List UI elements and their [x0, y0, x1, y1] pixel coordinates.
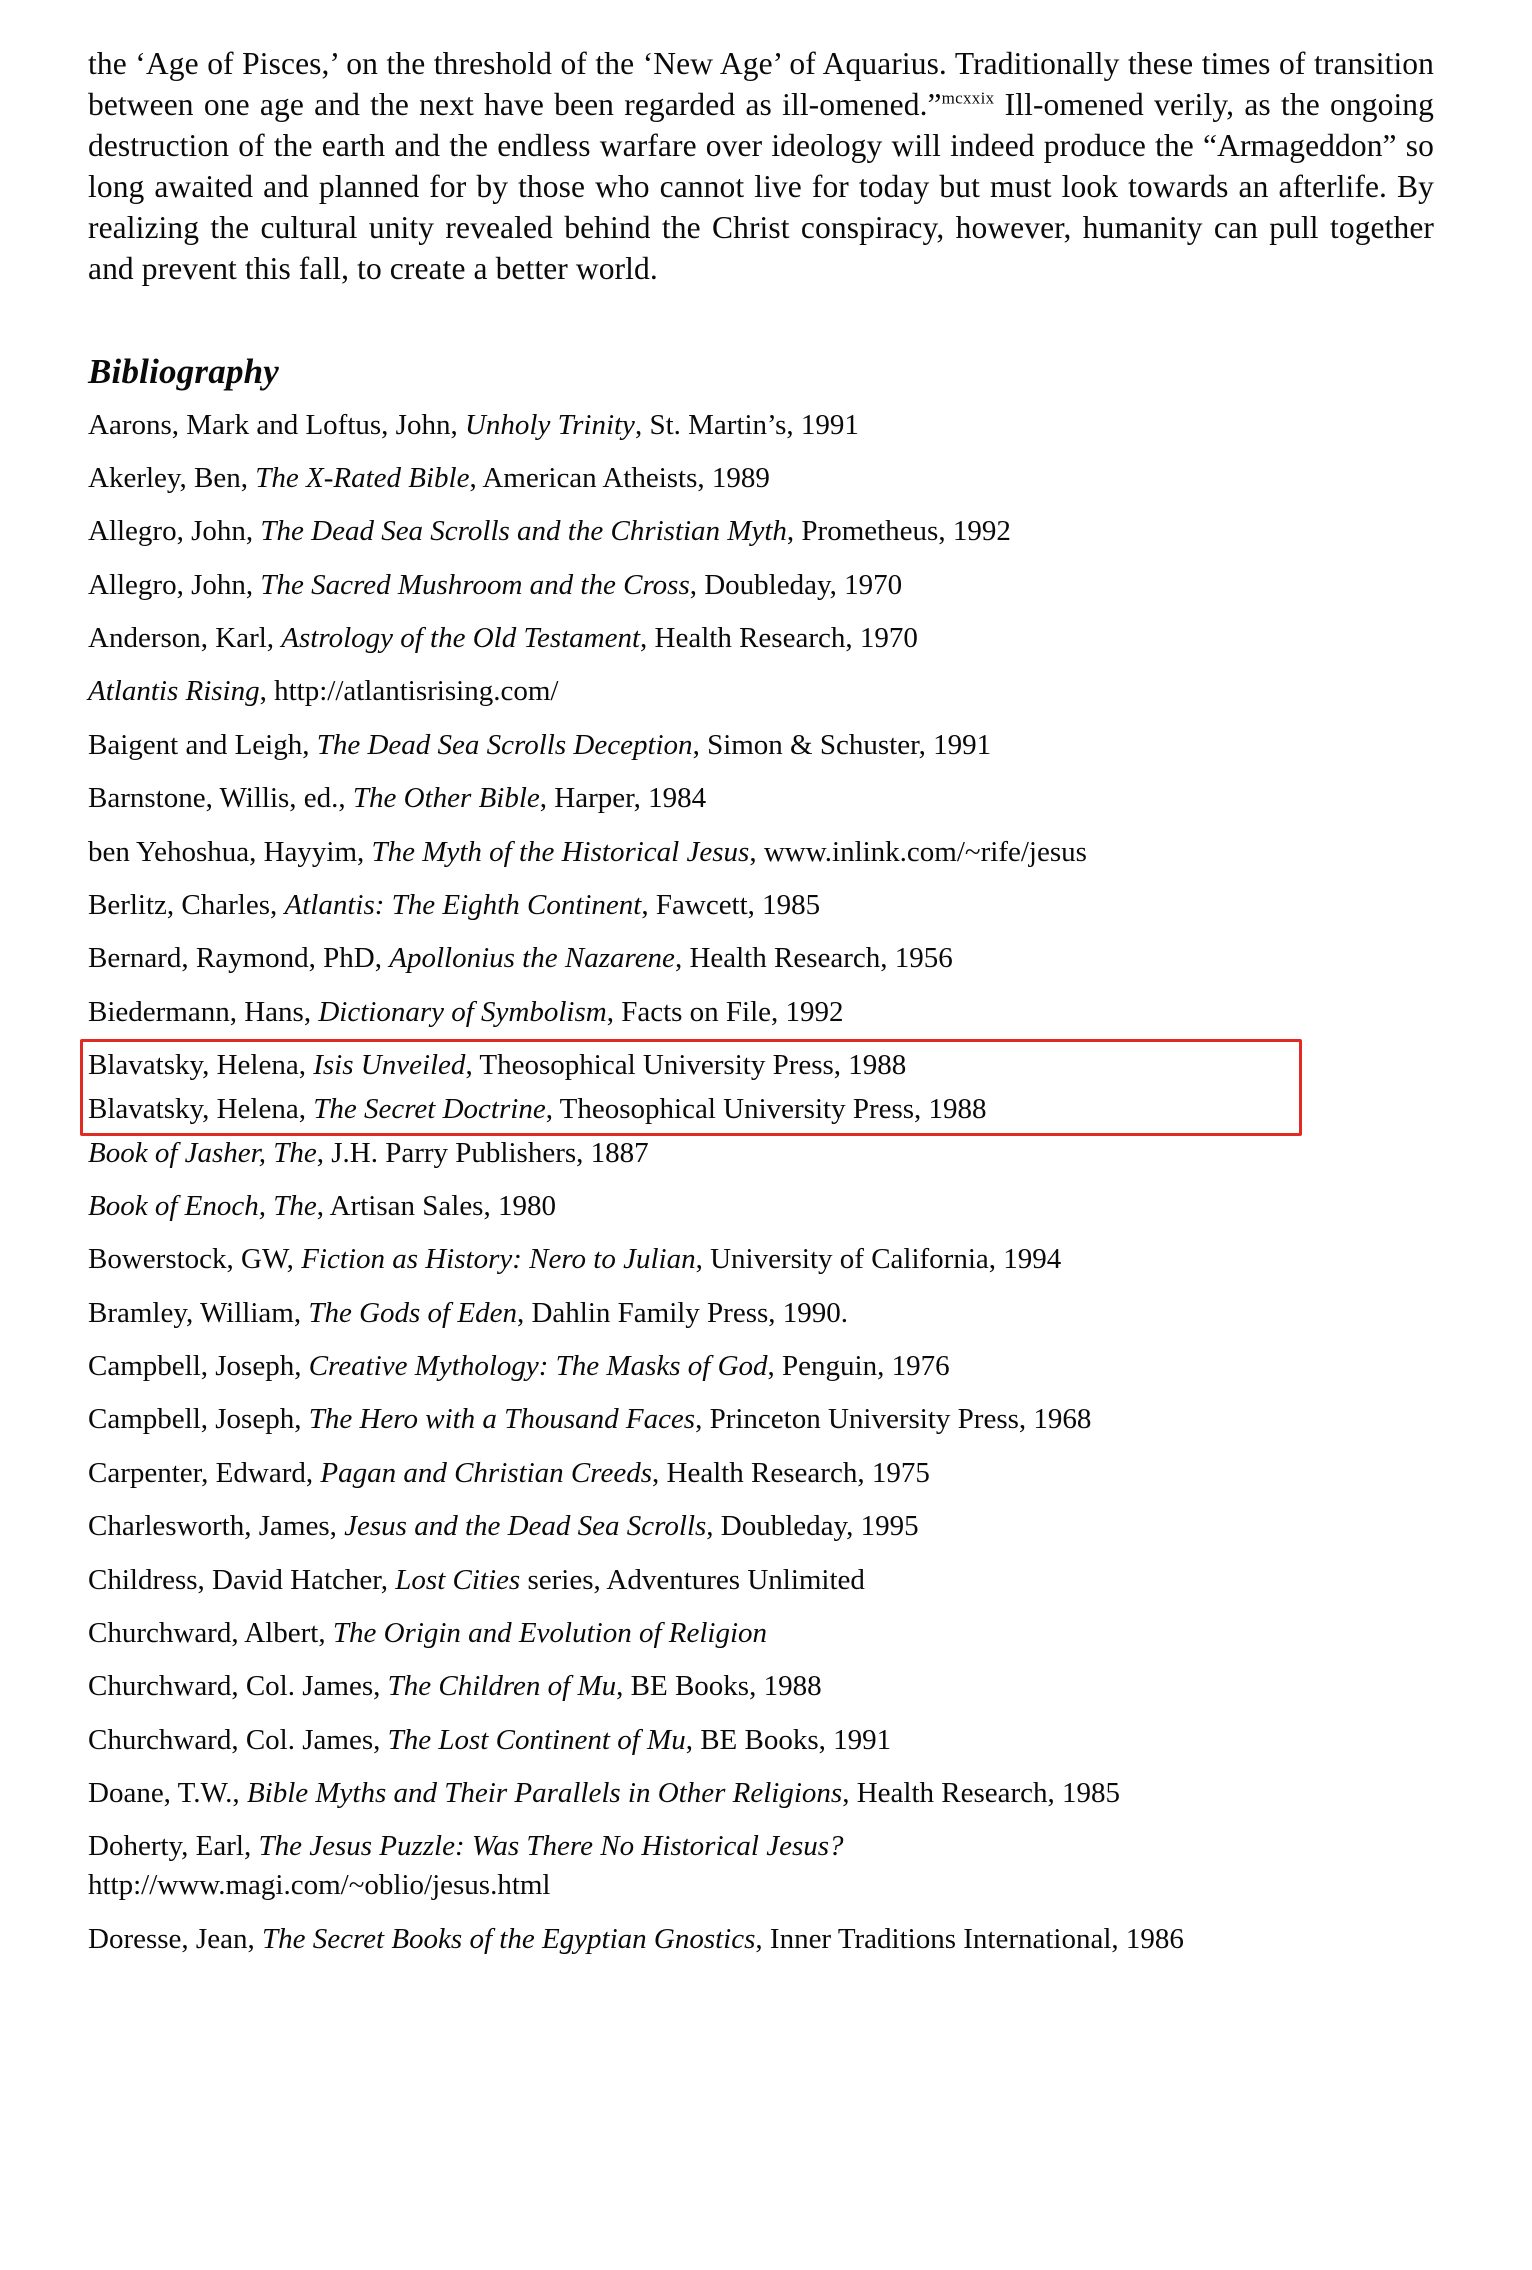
intro-text-before-footnote: the ‘Age of Pisces,’ on the threshold of the ‘New Age’ of Aquarius. Traditionally these times of transition between one age and the next have been regarded as ill-omened.” — [88, 46, 1434, 122]
entry-publisher: , Prometheus, 1992 — [786, 515, 1011, 548]
entry-publisher: , BE Books, 1988 — [616, 1670, 822, 1703]
entry-author: Campbell, Joseph, — [88, 1403, 309, 1436]
bibliography-entry — [88, 459, 1434, 498]
entry-title: The Secret Books of the Egyptian Gnostics — [261, 1922, 756, 1955]
entry-title: Astrology of the Old Testament — [281, 622, 641, 655]
entry-publisher: , Simon & Schuster, 1991 — [692, 728, 992, 761]
entry-author: Churchward, Col. James, — [88, 1670, 388, 1703]
entry-title: The Lost Continent of Mu — [387, 1723, 686, 1756]
bibliography-entry — [88, 1400, 1434, 1439]
entry-publisher: series, Adventures Unlimited — [520, 1563, 865, 1596]
entry-title: The Sacred Mushroom and the Cross — [260, 568, 690, 601]
entry-title: The Dead Sea Scrolls Deception — [316, 728, 693, 761]
entry-url: http://www.magi.com/~oblio/jesus.html — [88, 1869, 551, 1902]
bibliography-entry — [88, 406, 1434, 445]
entry-author: Campbell, Joseph, — [88, 1350, 309, 1383]
entry-title: The Myth of the Historical Jesus — [371, 835, 750, 868]
bibliography-entry — [88, 726, 1434, 765]
entry-author: Barnstone, Willis, ed., — [88, 782, 353, 815]
entry-publisher: , American Atheists, 1989 — [469, 461, 770, 494]
intro-text-after-footnote: Ill-omened verily, as the ongoing destruction of the earth and the endless warfare over ideology will indeed produce the “Armageddon” so long awaited and planned for by those who cannot live for today but must look towards an afterlife. By realizing the cultural unity revealed behind the Christ conspiracy, however, humanity can pull together and prevent this fall, to create a better world. — [88, 86, 1434, 286]
bibliography-entry — [88, 993, 1434, 1032]
entry-title: The Gods of Eden — [308, 1296, 517, 1329]
entry-title: Lost Cities — [395, 1563, 521, 1596]
bibliography-entry — [88, 1920, 1434, 1959]
bibliography-entry — [88, 512, 1434, 551]
entry-publisher: , http://atlantisrising.com/ — [259, 675, 559, 708]
entry-publisher: , St. Martin’s, 1991 — [634, 408, 859, 441]
entry-publisher: , Health Research, 1975 — [652, 1456, 930, 1489]
entry-title: Apollonius the Nazarene — [389, 942, 675, 975]
bibliography-entry — [88, 886, 1434, 925]
entry-title: Bible Myths and Their Parallels in Other Religions — [246, 1776, 843, 1809]
intro-paragraph — [88, 44, 1434, 290]
entry-title: Book of Jasher, The — [88, 1136, 317, 1169]
entry-publisher: , Princeton University Press, 1968 — [695, 1403, 1092, 1436]
entry-title: The Hero with a Thousand Faces — [308, 1403, 696, 1436]
entry-publisher: , Theosophical University Press, 1988 — [545, 1092, 987, 1125]
entry-author: Churchward, Col. James, — [88, 1723, 388, 1756]
entry-publisher: , Doubleday, 1995 — [706, 1510, 919, 1543]
entry-publisher: , Dahlin Family Press, 1990. — [516, 1296, 849, 1329]
entry-author: Allegro, John, — [88, 568, 261, 601]
entry-publisher: , Harper, 1984 — [539, 782, 707, 815]
bibliography-entry — [88, 1507, 1434, 1546]
bibliography-list — [88, 406, 1434, 1959]
bibliography-entry — [88, 1294, 1434, 1333]
bibliography-entry — [88, 619, 1434, 658]
entry-title: Creative Mythology: The Masks of God — [308, 1350, 768, 1383]
bibliography-entry — [88, 1347, 1434, 1386]
bibliography-entry — [88, 833, 1434, 872]
entry-title: Isis Unveiled — [313, 1048, 466, 1081]
entry-author: Berlitz, Charles, — [88, 888, 285, 921]
entry-title: The Other Bible — [352, 782, 540, 815]
entry-publisher: , Health Research, 1970 — [640, 622, 918, 655]
bibliography-entry — [88, 1187, 1434, 1226]
bibliography-entry — [88, 1046, 1434, 1085]
bibliography-entry — [88, 1827, 1434, 1905]
entry-author: Bernard, Raymond, PhD, — [88, 942, 390, 975]
entry-title: The Children of Mu — [387, 1670, 617, 1703]
entry-author: Bowerstock, GW, — [88, 1243, 302, 1276]
entry-publisher: , Inner Traditions International, 1986 — [755, 1922, 1184, 1955]
footnote-reference: mcxxix — [941, 88, 995, 108]
entry-title: Jesus and the Dead Sea Scrolls — [344, 1510, 707, 1543]
entry-author: Baigent and Leigh, — [88, 728, 317, 761]
entry-author: Aarons, Mark and Loftus, John, — [88, 408, 465, 441]
entry-publisher: , Fawcett, 1985 — [641, 888, 821, 921]
entry-author: Blavatsky, Helena, — [88, 1048, 314, 1081]
entry-title: The Secret Doctrine — [313, 1092, 546, 1125]
bibliography-entry — [88, 1774, 1434, 1813]
entry-author: Blavatsky, Helena, — [88, 1092, 314, 1125]
bibliography-entry — [88, 1454, 1434, 1493]
entry-author: Churchward, Albert, — [88, 1616, 333, 1649]
bibliography-entry — [88, 1240, 1434, 1279]
entry-author: Anderson, Karl, — [88, 622, 282, 655]
bibliography-entry — [88, 1667, 1434, 1706]
entry-author: Bramley, William, — [88, 1296, 309, 1329]
bibliography-heading: Bibliography — [88, 351, 280, 391]
entry-author: Allegro, John, — [88, 515, 261, 548]
entry-publisher: , Facts on File, 1992 — [606, 995, 844, 1028]
entry-author: ben Yehoshua, Hayyim, — [88, 835, 372, 868]
bibliography-entry — [88, 1614, 1434, 1653]
bibliography-entry — [88, 566, 1434, 605]
entry-author: Doane, T.W., — [88, 1776, 247, 1809]
bibliography-entry — [88, 779, 1434, 818]
entry-author: Biedermann, Hans, — [88, 995, 319, 1028]
entry-publisher: , University of California, 1994 — [695, 1243, 1062, 1276]
bibliography-entry — [88, 1561, 1434, 1600]
entry-title: Fiction as History: Nero to Julian — [301, 1243, 696, 1276]
entry-title: The X-Rated Bible — [255, 461, 470, 494]
entry-author: Doherty, Earl, — [88, 1830, 259, 1863]
entry-author: Charlesworth, James, — [88, 1510, 345, 1543]
bibliography-entry — [88, 1090, 1434, 1129]
bibliography-entry — [88, 1721, 1434, 1760]
entry-title: Atlantis Rising — [88, 675, 260, 708]
bibliography-entry — [88, 939, 1434, 978]
entry-title: The Origin and Evolution of Religion — [332, 1616, 768, 1649]
entry-publisher: , Health Research, 1956 — [674, 942, 953, 975]
entry-publisher: , Doubleday, 1970 — [689, 568, 903, 601]
entry-title: Unholy Trinity — [464, 408, 635, 441]
entry-publisher: , Artisan Sales, 1980 — [316, 1190, 556, 1223]
entry-author: Doresse, Jean, — [88, 1922, 262, 1955]
entry-publisher: , BE Books, 1991 — [685, 1723, 892, 1756]
entry-author: Akerley, Ben, — [88, 461, 256, 494]
entry-title: The Jesus Puzzle: Was There No Historical Jesus? — [258, 1830, 844, 1863]
entry-title: The Dead Sea Scrolls and the Christian Myth — [260, 515, 787, 548]
entry-author: Childress, David Hatcher, — [88, 1563, 396, 1596]
entry-publisher: , Penguin, 1976 — [767, 1350, 950, 1383]
entry-author: Carpenter, Edward, — [88, 1456, 321, 1489]
entry-title: Dictionary of Symbolism — [318, 995, 607, 1028]
bibliography-entry — [88, 1134, 1434, 1173]
bibliography-entry — [88, 672, 1434, 711]
entry-publisher: , www.inlink.com/~rife/jesus — [749, 835, 1087, 868]
entry-publisher: , Theosophical University Press, 1988 — [465, 1048, 907, 1081]
entry-title: Atlantis: The Eighth Continent — [284, 888, 642, 921]
entry-publisher: , J.H. Parry Publishers, 1887 — [316, 1136, 649, 1169]
entry-publisher: , Health Research, 1985 — [842, 1776, 1121, 1809]
entry-title: Book of Enoch, The — [88, 1190, 317, 1223]
entry-title: Pagan and Christian Creeds — [320, 1456, 652, 1489]
